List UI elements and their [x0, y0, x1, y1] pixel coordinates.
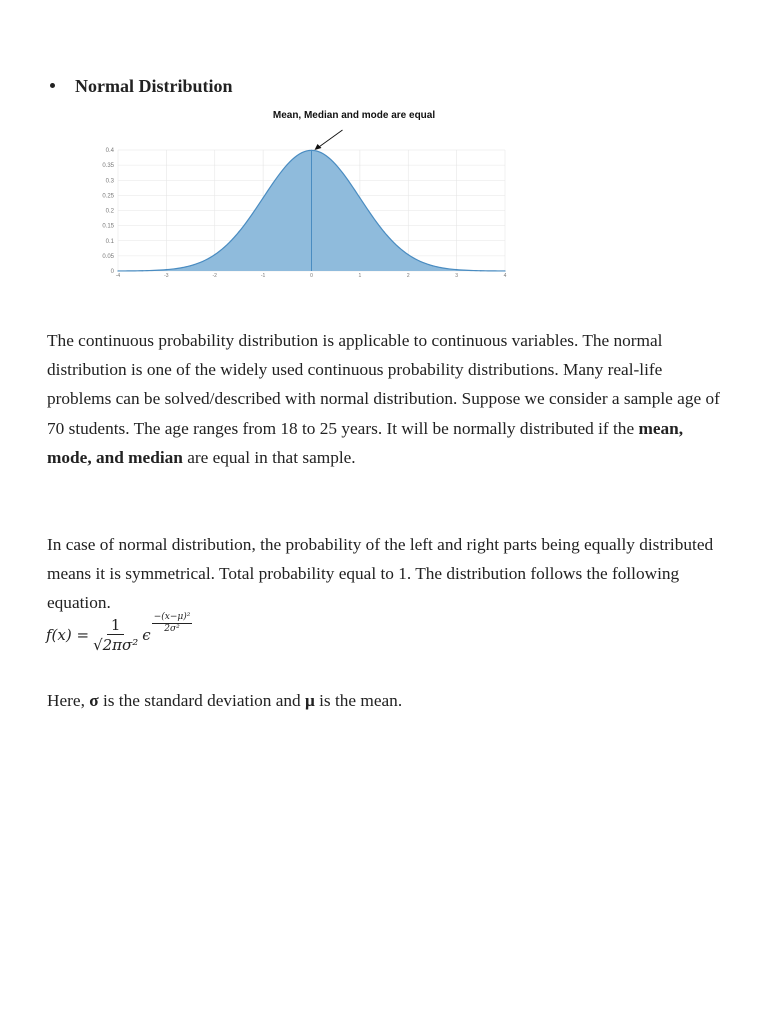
data-point [214, 254, 215, 255]
x-tick-label: 1 [358, 273, 362, 279]
x-tick-label: 4 [503, 273, 507, 279]
formula-base: ϵ [142, 626, 151, 644]
y-tick-label: 0.15 [102, 223, 114, 230]
y-tick-label: 0.3 [105, 178, 114, 185]
normal-distribution-figure [90, 106, 515, 286]
formula-exp-numerator: −(x−μ)² [153, 611, 191, 622]
data-point [408, 254, 409, 255]
paragraph3-pre: Here, [47, 691, 90, 710]
data-point [432, 265, 433, 266]
section-heading: Normal Distribution [75, 76, 233, 96]
annotation-arrow-line [318, 130, 343, 148]
formula-fraction [93, 616, 138, 655]
paragraph1-bold: mean, mode, and median [47, 418, 684, 467]
annotation-arrow-head [315, 144, 322, 150]
data-point [238, 231, 239, 232]
x-tick-label: 0 [310, 273, 313, 279]
chart-title: Mean, Median and mode are equal [272, 110, 436, 121]
bullet-icon [50, 83, 55, 88]
formula-numerator: 1 [107, 616, 125, 635]
formula-lhs: f(x) = [46, 626, 90, 644]
data-point [190, 265, 191, 266]
paragraph-symmetry: In case of normal distribution, the probability of the left and right parts being equally distributed means it is symmetrical. Total probability equal to 1. The distribution follows the following equation. [47, 535, 714, 613]
y-tick-label: 0.35 [102, 163, 114, 170]
data-point [142, 270, 143, 271]
y-tick-label: 0.4 [105, 148, 114, 154]
paragraph3-post: is the mean. [314, 691, 403, 710]
y-tick-label: 0.1 [105, 238, 114, 245]
paragraph3-mid: is the standard deviation and [98, 691, 305, 710]
data-point [480, 270, 481, 271]
sigma-symbol: σ [89, 691, 99, 710]
data-point [335, 164, 336, 165]
y-tick-label: 0.05 [102, 253, 114, 260]
data-point [166, 269, 167, 270]
x-tick-label: -3 [164, 273, 169, 279]
data-point [263, 197, 264, 198]
formula-exp-denominator: 2σ² [164, 623, 180, 634]
data-point [117, 270, 118, 271]
x-tick-label: -1 [260, 273, 266, 279]
paragraph1-tail: are equal in that sample. [182, 447, 356, 467]
paragraph-continuous-distribution [47, 326, 727, 472]
x-tick-label: 2 [406, 273, 410, 279]
normal-distribution-chart [90, 106, 515, 286]
data-point [287, 164, 288, 165]
data-point [456, 269, 457, 270]
mu-symbol: μ [305, 691, 315, 710]
formula-exponent [152, 612, 193, 635]
x-tick-label: -4 [115, 273, 121, 279]
bullet-heading [50, 76, 233, 97]
x-tick-label: 3 [455, 273, 459, 279]
data-point [504, 270, 505, 271]
paragraph-definitions [47, 686, 727, 715]
normal-distribution-formula [46, 610, 192, 660]
formula-denominator: √2πσ² [93, 635, 139, 654]
x-tick-label: -2 [212, 273, 217, 279]
y-tick-label: 0.25 [102, 193, 114, 200]
data-point [383, 231, 384, 232]
paragraph1-text: The continuous probability distribution is applicable to continuous variables. The normal distribution is one of the widely used continuous probability distributions. Many real-life problems can be solved/described with normal distribution. Suppose we consider a sample age of 70 students. The age ranges from 18 to 25 years. It will be normally distributed if the [47, 331, 720, 438]
y-tick-label: 0 [110, 269, 114, 275]
data-point [359, 197, 360, 198]
y-tick-label: 0.2 [105, 208, 114, 215]
